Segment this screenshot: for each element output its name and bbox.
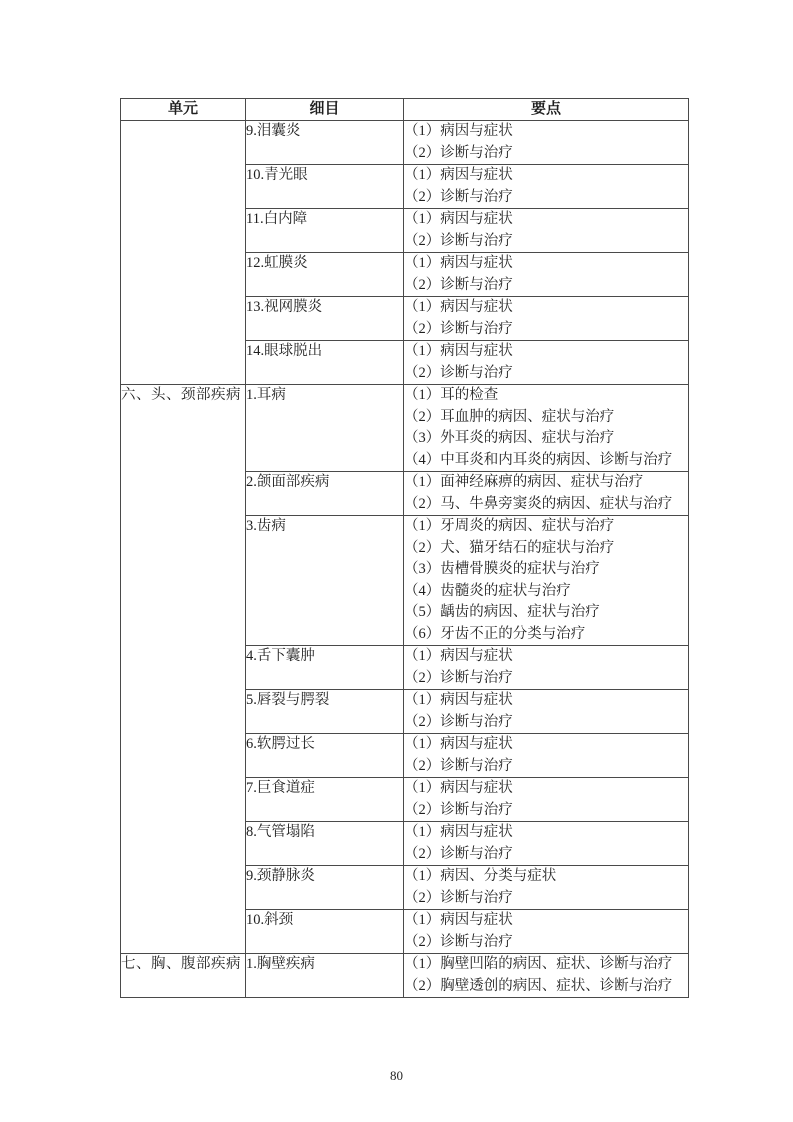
points-cell [404, 121, 689, 165]
table-body [121, 121, 689, 998]
point-line: （2）诊断与治疗 [404, 669, 513, 686]
point-line: （1）耳的检查 [404, 387, 499, 403]
point-line: （2）诊断与治疗 [404, 889, 513, 906]
points-cell [404, 910, 689, 954]
points-cell [404, 341, 689, 385]
item-cell: 10.青光眼 [246, 165, 404, 209]
item-cell: 13.视网膜炎 [246, 297, 404, 341]
unit-cell: 六、头、颈部疾病 [121, 385, 246, 954]
item-cell: 2.颌面部疾病 [246, 472, 404, 516]
point-line: （4）齿髓炎的症状与治疗 [404, 582, 571, 599]
item-cell: 9.泪囊炎 [246, 121, 404, 165]
point-line: （2）诊断与治疗 [404, 364, 513, 381]
table-row [121, 954, 689, 998]
point-line: （1）胸壁凹陷的病因、症状、诊断与治疗 [404, 956, 673, 972]
point-line: （1）病因与症状 [404, 211, 513, 227]
point-line: （1）病因与症状 [404, 824, 513, 840]
column-header-unit: 单元 [121, 99, 246, 121]
item-cell: 12.虹膜炎 [246, 253, 404, 297]
item-cell: 3.齿病 [246, 516, 404, 646]
point-line: （2）诊断与治疗 [404, 845, 513, 862]
unit-cell [121, 121, 246, 385]
point-line: （6）牙齿不正的分类与治疗 [404, 625, 586, 642]
point-line: （1）病因与症状 [404, 123, 513, 139]
item-cell: 8.气管塌陷 [246, 822, 404, 866]
point-line: （2）诊断与治疗 [404, 188, 513, 205]
points-cell [404, 646, 689, 690]
point-line: （1）病因与症状 [404, 343, 513, 359]
item-cell: 1.耳病 [246, 385, 404, 472]
point-line: （2）诊断与治疗 [404, 757, 513, 774]
item-cell: 9.颈静脉炎 [246, 866, 404, 910]
page-number: 80 [390, 1068, 403, 1083]
item-cell: 6.软腭过长 [246, 734, 404, 778]
points-cell [404, 822, 689, 866]
points-cell [404, 690, 689, 734]
item-cell: 5.唇裂与腭裂 [246, 690, 404, 734]
points-cell [404, 165, 689, 209]
point-line: （1）病因与症状 [404, 299, 513, 315]
item-cell: 10.斜颈 [246, 910, 404, 954]
point-line: （1）病因与症状 [404, 167, 513, 183]
syllabus-table [120, 98, 689, 998]
point-line: （2）诊断与治疗 [404, 933, 513, 950]
table-row [121, 121, 689, 165]
point-line: （2）诊断与治疗 [404, 276, 513, 293]
point-line: （2）犬、猫牙结石的症状与治疗 [404, 539, 615, 556]
points-cell [404, 297, 689, 341]
table-row [121, 385, 689, 472]
point-line: （1）病因、分类与症状 [404, 868, 557, 884]
point-line: （5）龋齿的病因、症状与治疗 [404, 604, 600, 620]
column-header-item: 细目 [246, 99, 404, 121]
point-line: （3）外耳炎的病因、症状与治疗 [404, 430, 615, 446]
point-line: （2）诊断与治疗 [404, 801, 513, 818]
point-line: （1）病因与症状 [404, 780, 513, 796]
point-line: （1）病因与症状 [404, 736, 513, 752]
unit-cell: 七、胸、腹部疾病 [121, 954, 246, 998]
point-line: （1）牙周炎的病因、症状与治疗 [404, 518, 615, 534]
point-line: （2）诊断与治疗 [404, 232, 513, 249]
point-line: （2）诊断与治疗 [404, 144, 513, 161]
item-cell: 11.白内障 [246, 209, 404, 253]
points-cell [404, 516, 689, 646]
header-row [121, 99, 689, 121]
table-header [121, 99, 689, 121]
points-cell [404, 385, 689, 472]
column-header-points: 要点 [404, 99, 689, 121]
point-line: （2）诊断与治疗 [404, 713, 513, 730]
point-line: （1）病因与症状 [404, 912, 513, 928]
point-line: （2）马、牛鼻旁窦炎的病因、症状与治疗 [404, 495, 673, 512]
points-cell [404, 209, 689, 253]
item-cell: 4.舌下囊肿 [246, 646, 404, 690]
points-cell [404, 866, 689, 910]
point-line: （2）诊断与治疗 [404, 320, 513, 337]
point-line: （1）病因与症状 [404, 255, 513, 271]
point-line: （1）病因与症状 [404, 692, 513, 708]
point-line: （2）耳血肿的病因、症状与治疗 [404, 408, 615, 425]
points-cell [404, 472, 689, 516]
points-cell [404, 954, 689, 998]
points-cell [404, 734, 689, 778]
points-cell [404, 778, 689, 822]
item-cell: 7.巨食道症 [246, 778, 404, 822]
point-line: （3）齿槽骨膜炎的症状与治疗 [404, 561, 600, 577]
item-cell: 14.眼球脱出 [246, 341, 404, 385]
points-cell [404, 253, 689, 297]
item-cell: 1.胸壁疾病 [246, 954, 404, 998]
point-line: （1）面神经麻痹的病因、症状与治疗 [404, 474, 644, 490]
point-line: （1）病因与症状 [404, 648, 513, 664]
point-line: （4）中耳炎和内耳炎的病因、诊断与治疗 [404, 451, 673, 468]
point-line: （2）胸壁透创的病因、症状、诊断与治疗 [404, 977, 673, 994]
